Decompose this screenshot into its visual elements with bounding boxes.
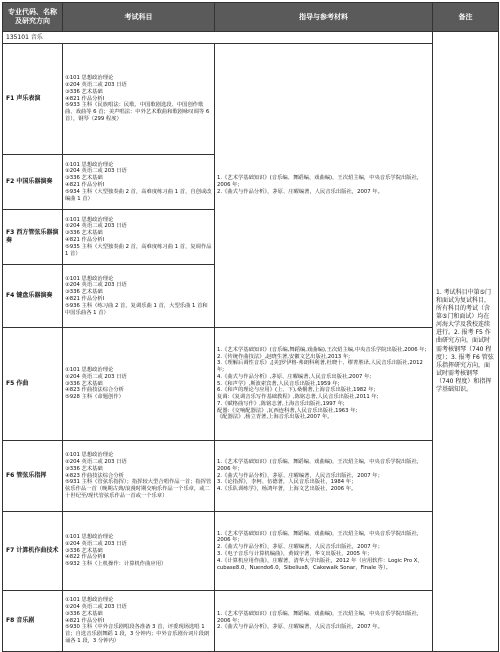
- reference-item: 3.《电子音乐与计算机编曲》，黄钺宇著，华文出版社，2005 年；: [217, 551, 373, 557]
- reference-item: 1.《艺术学基础知识》(音乐编、舞蹈编、戏曲编)，王次炤主编，中央音乐学院出版社，2006 年；: [217, 610, 423, 624]
- subject-item: ⑤933 主科（民族唱法：民歌、中国歌剧选段、中国创作歌曲、戏曲等 6 首；美声唱法：中外艺术歌曲和歌剧咏叹调等 6 首），钢琴（299 程度）: [65, 102, 210, 122]
- subject-item: ②204 英语二或 203 日语: [65, 223, 127, 230]
- subject-item: ②204 英语二或 203 日语: [65, 373, 127, 380]
- subject-item: ④822 作品分析Ⅱ: [65, 554, 106, 561]
- subject-item: ①101 思想政治理论: [65, 275, 114, 282]
- subject-item: ①101 思想政治理论: [65, 367, 114, 374]
- subject-item: ②204 英语二或 203 日语: [65, 168, 127, 175]
- subject-item: ③336 艺术基础: [65, 230, 103, 237]
- department-name: 135101 音乐: [3, 32, 433, 44]
- subjects-cell: [63, 155, 215, 210]
- major-name: F5 作曲: [3, 328, 63, 441]
- reference-item: 2.《传统作曲技法》,赵晓生著,安徽文艺出版社,2013 年;: [217, 353, 350, 360]
- reference-item: 2.《曲式与作品分析》，茅原、庄曜编著，人民音乐出版社，2007 年；: [217, 472, 383, 479]
- references-cell: [215, 44, 433, 328]
- reference-item: 复调:《复调音乐写作基础教程》,陈铭志著,人民音乐出版社,2011 年;: [217, 394, 379, 401]
- major-name: F7 计算机作曲技术: [3, 512, 63, 591]
- subject-item: ④821 作品分析Ⅰ: [65, 95, 105, 102]
- reference-item: 4.《计算机应用作曲》，庄曜著，清华大学出版社，2012 年（应用软件：Logic Pro X，cubase8.0，Nuendo6.0，Sibelius8，Cakewalk Sonar，Finale 等）。: [217, 557, 423, 571]
- major-name: F2 中国乐器演奏: [3, 155, 63, 210]
- subject-item: ③336 艺术基础: [65, 465, 103, 472]
- table-row: [3, 328, 499, 441]
- major-name: F4 键盘乐器演奏: [3, 265, 63, 328]
- reference-item: 配器:《交响配器法》,瓦西连科著,人民音乐出版社,1963 年;: [217, 407, 358, 414]
- reference-item: 7.《赋格曲写作》,陈铭志著,上海音乐出版社,1997 年;: [217, 400, 345, 407]
- reference-item: 1.《艺术学基础知识》(音乐编,舞蹈编,戏曲编),王次炤主编,中央音乐学院出版社,2006 年;: [217, 346, 427, 353]
- table-header-row: [3, 3, 499, 32]
- header-major: 专业代码、名称及研究方向: [3, 3, 63, 32]
- subject-item: ②204 英语二或 203 日语: [65, 604, 127, 611]
- subject-item: ②204 英语二或 203 日语: [65, 459, 127, 466]
- subject-item: ⑤930 主科（中外音乐剧唱段各准备 3 首，评委现场选唱 1 首；自选音乐剧舞蹈 1 段，3 分钟内；中外音乐剧台词片段朗诵各 1 段，3 分钟内）: [65, 624, 210, 644]
- subject-item: ①101 思想政治理论: [65, 534, 114, 541]
- subject-item: ④823 作曲技法综合分析: [65, 387, 124, 394]
- subject-item: ①101 思想政治理论: [65, 597, 114, 604]
- subject-item: ③336 艺术基础: [65, 610, 103, 617]
- subjects-cell: [63, 44, 215, 155]
- reference-item: 2.《曲式与作品分析》，茅原、庄曜编著，人民音乐出版社，2007 年。: [217, 188, 383, 195]
- reference-item: 1.《艺术学基础知识》(音乐编、舞蹈编、戏曲编)，王次炤主编，中央音乐学院出版社，2006 年；: [217, 530, 423, 544]
- subject-item: ②204 英语二或 203 日语: [65, 540, 127, 547]
- subject-item: ⑤935 主科（大型独奏曲 2 首，高难度练习曲 1 首，复调作品 1 首）: [65, 243, 212, 257]
- header-subjects: 考试科目: [63, 3, 215, 32]
- subject-item: ①101 思想政治理论: [65, 75, 114, 82]
- reference-item: 《配器法》,杨立青著,上海音乐出版社,2007 年。: [217, 414, 333, 421]
- reference-item: 2.《曲式与作品分析》，茅原、庄曜编著，人民音乐出版社，2007 年；: [217, 544, 383, 551]
- major-name: F3 西方管弦乐器演奏: [3, 210, 63, 265]
- table-row: [3, 591, 499, 652]
- header-notes: 备注: [433, 3, 499, 32]
- subject-item: ③336 艺术基础: [65, 380, 103, 387]
- subject-item: ②204 英语二或 203 日语: [65, 282, 127, 289]
- subjects-cell: [63, 328, 215, 441]
- subject-item: ④821 作品分析Ⅰ: [65, 237, 105, 243]
- subject-item: ④823 作曲技法综合分析: [65, 472, 124, 479]
- reference-item: 2.《曲式与作品分析》，茅原、庄曜编著，人民音乐出版社，2007 年。: [217, 624, 383, 631]
- subject-item: ①101 思想政治理论: [65, 452, 114, 459]
- reference-item: 4.《曲式与作品分析》,茅原、庄曜编著,人民音乐出版社,2007 年;: [217, 373, 372, 380]
- table-row: [3, 512, 499, 591]
- major-name: F6 管弦乐指挥: [3, 441, 63, 512]
- table-row: [3, 441, 499, 512]
- references-cell: [215, 591, 433, 652]
- subject-item: ③336 艺术基础: [65, 175, 103, 182]
- reference-item: 3.《理解后调性音乐》,[美]罗伊格·弗朗科利著,杜晓十、缪菁胜译,人民音乐出版社,2012 年;: [217, 360, 423, 374]
- reference-item: 1.《艺术学基础知识》(音乐编、舞蹈编、戏曲编)，王次炤主编，中央音乐学院出版社，2006 年；: [217, 459, 423, 472]
- reference-item: 1.《艺术学基础知识》(音乐编、舞蹈编、戏曲编)，王次炤主编，中央音乐学院出版社，2006 年；: [217, 175, 423, 189]
- subject-item: ④821 作品分析Ⅰ: [65, 182, 105, 188]
- subject-item: ⑤932 主科（上机操作：计算机作曲应用）: [65, 561, 167, 568]
- reference-item: 6.《和声的理论与应用》(上、下),桑桐著,上海音乐出版社,1982 年;: [217, 387, 376, 394]
- subject-item: ①101 思想政治理论: [65, 216, 114, 223]
- department-row: [3, 32, 499, 44]
- references-cell: [215, 512, 433, 591]
- major-name: F1 声乐表演: [3, 44, 63, 155]
- document-page: [2, 2, 498, 644]
- subject-item: ⑤936 主科（练习曲 2 首，复调乐曲 1 首，大型乐曲 1 首和中国乐曲各 1 首）: [65, 302, 208, 316]
- references-cell: [215, 328, 433, 441]
- reference-item: 5.《和声学》,斯波索宾著,人民音乐出版社,1959 年;: [217, 380, 340, 387]
- subjects-cell: [63, 265, 215, 328]
- references-cell: [215, 441, 433, 512]
- subject-item: ③336 艺术基础: [65, 289, 103, 296]
- admission-table: [2, 2, 499, 652]
- subject-item: ④821 作品分析Ⅰ: [65, 617, 105, 624]
- reference-item: 4.《乐队训练学》，杨鸿年著，上海文艺出版社，2006 年。: [217, 486, 357, 493]
- reference-item: 3.《论指挥》，李柯、伍德著，人民音乐出版社，1984 年；: [217, 479, 357, 486]
- subjects-cell: [63, 512, 215, 591]
- table-row: [3, 44, 499, 155]
- subject-item: ①101 思想政治理论: [65, 161, 114, 168]
- subject-item: ⑤934 主科（大型独奏曲 2 首，高难度练习曲 1 首，自创或改编曲 1 首）: [65, 188, 212, 202]
- subjects-cell: [63, 210, 215, 265]
- header-references: 指导与参考材料: [215, 3, 433, 32]
- subjects-cell: [63, 591, 215, 652]
- subject-item: ⑤931 主科（管弦乐指挥）；指挥较大型合唱作品一首；指挥管弦乐作品一首（晚期古典/浪漫时期交响乐作品一个乐章，或二十世纪至/现代管弦乐作品一首或一个乐章）: [65, 479, 212, 499]
- notes-text: 1. 考试科目中第⑤门和面试为复试科目，所有科目的考试（含第⑤门和面试）均在河海大学及我校连续进行。2. 报考 F5 作曲研究方向，面试时需考核钢琴（740 程度）；3. 报考 F6 管弦乐指挥研究方向，面试时需考核钢琴（740 程度）和指挥学基础知识。: [436, 288, 494, 394]
- subject-item: ②204 英语二或 203 日语: [65, 82, 127, 89]
- subject-item: ④821 作品分析Ⅰ: [65, 296, 105, 302]
- major-name: F8 音乐剧: [3, 591, 63, 652]
- subject-item: ③336 艺术基础: [65, 547, 103, 554]
- subjects-cell: [63, 441, 215, 512]
- notes-cell: [433, 32, 499, 652]
- subject-item: ⑤928 主科（命题创作）: [65, 394, 124, 401]
- subject-item: ③336 艺术基础: [65, 88, 103, 95]
